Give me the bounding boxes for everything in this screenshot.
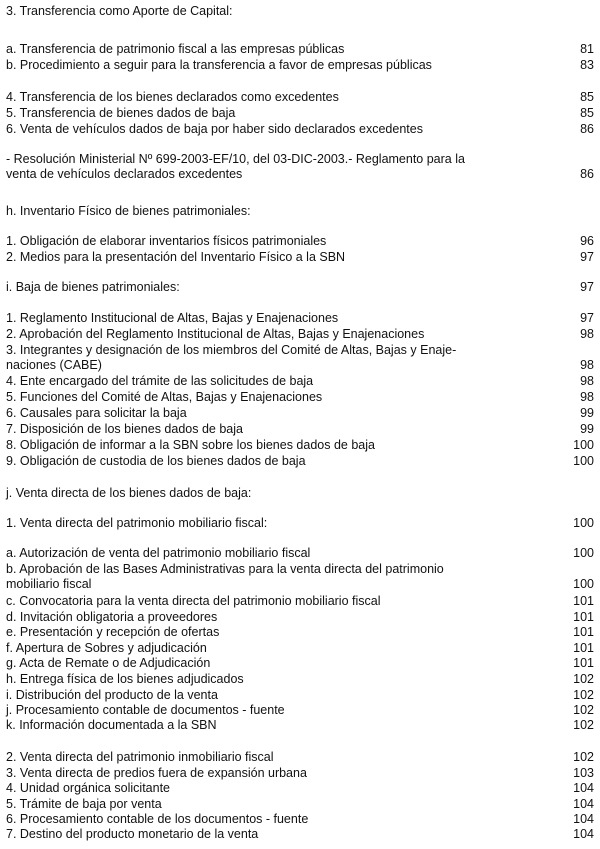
toc-entry-title: 2. Medios para la presentación del Inventario Físico a la SBN <box>6 250 346 264</box>
toc-entry-page: 100 <box>573 516 594 530</box>
toc-entry-page: 98 <box>580 390 594 404</box>
toc-entry <box>6 311 594 326</box>
toc-entry-page: 102 <box>573 718 594 732</box>
toc-entry <box>6 280 594 295</box>
toc-entry <box>6 546 594 561</box>
toc-entry-page: 97 <box>580 250 594 264</box>
toc-entry <box>6 594 594 609</box>
toc-entry <box>6 797 594 812</box>
toc-entry-title: c. Convocatoria para la venta directa del patrimonio mobiliario fiscal <box>6 594 381 608</box>
toc-entry-title: 2. Aprobación del Reglamento Institucional de Altas, Bajas y Enajenaciones <box>6 327 425 341</box>
toc-entry <box>6 718 594 733</box>
toc-entry-title: 2. Venta directa del patrimonio inmobiliario fiscal <box>6 750 274 764</box>
toc-entry <box>6 672 594 687</box>
toc-entry <box>6 106 594 121</box>
toc-entry-title: i. Distribución del producto de la venta <box>6 688 218 702</box>
toc-entry-page: 98 <box>580 327 594 341</box>
toc-entry <box>6 562 594 592</box>
toc-entry-title: e. Presentación y recepción de ofertas <box>6 625 220 639</box>
toc-entry <box>6 422 594 437</box>
toc-entry-page: 83 <box>580 58 594 72</box>
toc-entry-page: 102 <box>573 672 594 686</box>
toc-entry <box>6 781 594 796</box>
toc-entry-title: 4. Transferencia de los bienes declarados como excedentes <box>6 90 339 104</box>
toc-entry-page: 103 <box>573 766 594 780</box>
toc-entry-page: 98 <box>580 358 594 372</box>
toc-entry-page: 104 <box>573 812 594 826</box>
toc-entry-title: 8. Obligación de informar a la SBN sobre los bienes dados de baja <box>6 438 375 452</box>
toc-entry-page: 104 <box>573 781 594 795</box>
toc-entry-page: 101 <box>573 594 594 608</box>
toc-entry-page: 100 <box>573 546 594 560</box>
toc-entry <box>6 152 594 182</box>
toc-entry <box>6 766 594 781</box>
toc-entry-title: 5. Trámite de baja por venta <box>6 797 162 811</box>
toc-entry-page: 85 <box>580 106 594 120</box>
toc-entry-page: 101 <box>573 610 594 624</box>
toc-entry <box>6 406 594 421</box>
toc-entry-title: 6. Causales para solicitar la baja <box>6 406 187 420</box>
toc-entry-title: 4. Ente encargado del trámite de las solicitudes de baja <box>6 374 314 388</box>
toc-entry-title: b. Aprobación de las Bases Administrativas para la venta directa del patrimonio mobiliario fiscal <box>6 562 444 591</box>
toc-entry <box>6 812 594 827</box>
toc-entry <box>6 327 594 342</box>
toc-entry-title: 3. Venta directa de predios fuera de expansión urbana <box>6 766 307 780</box>
toc-entry-title: h. Inventario Físico de bienes patrimoniales: <box>6 204 251 218</box>
toc-entry-page: 99 <box>580 406 594 420</box>
toc-entry <box>6 610 594 625</box>
toc-entry-page: 102 <box>573 750 594 764</box>
toc-entry-title: d. Invitación obligatoria a proveedores <box>6 610 218 624</box>
toc-entry-title: 1. Reglamento Institucional de Altas, Bajas y Enajenaciones <box>6 311 339 325</box>
toc-entry <box>6 250 594 265</box>
toc-entry-title: k. Información documentada a la SBN <box>6 718 217 732</box>
toc-entry-title: 9. Obligación de custodia de los bienes dados de baja <box>6 454 306 468</box>
toc-entry-title: a. Transferencia de patrimonio fiscal a las empresas públicas <box>6 42 345 56</box>
toc-entry <box>6 750 594 765</box>
toc-entry-page: 101 <box>573 625 594 639</box>
toc-entry-title: j. Venta directa de los bienes dados de baja: <box>6 486 252 500</box>
toc-entry-title: 7. Destino del producto monetario de la venta <box>6 827 259 841</box>
toc-entry <box>6 516 594 531</box>
toc-entry <box>6 234 594 249</box>
toc-entry <box>6 4 594 19</box>
toc-entry <box>6 122 594 137</box>
toc-entry-page: 97 <box>580 311 594 325</box>
toc-entry <box>6 641 594 656</box>
toc-entry <box>6 656 594 671</box>
toc-entry-page: 96 <box>580 234 594 248</box>
toc-entry-title: a. Autorización de venta del patrimonio mobiliario fiscal <box>6 546 311 560</box>
toc-entry-title: f. Apertura de Sobres y adjudicación <box>6 641 207 655</box>
toc-entry-page: 104 <box>573 797 594 811</box>
toc-entry-title: i. Baja de bienes patrimoniales: <box>6 280 180 294</box>
toc-entry <box>6 486 594 501</box>
toc-entry-title: h. Entrega física de los bienes adjudicados <box>6 672 244 686</box>
toc-entry-title: 3. Integrantes y designación de los miembros del Comité de Altas, Bajas y Enaje- naciones (CABE) <box>6 343 457 372</box>
toc-entry <box>6 374 594 389</box>
toc-entry-page: 86 <box>580 122 594 136</box>
toc-entry-page: 104 <box>573 827 594 841</box>
toc-entry-page: 102 <box>573 703 594 717</box>
toc-entry-page: 101 <box>573 656 594 670</box>
toc-entry <box>6 827 594 842</box>
toc-entry <box>6 90 594 105</box>
toc-entry-title: 7. Disposición de los bienes dados de baja <box>6 422 243 436</box>
toc-entry-title: 1. Obligación de elaborar inventarios físicos patrimoniales <box>6 234 327 248</box>
toc-entry-title: 4. Unidad orgánica solicitante <box>6 781 170 795</box>
toc-entry-title: b. Procedimiento a seguir para la transferencia a favor de empresas públicas <box>6 58 432 72</box>
toc-entry <box>6 625 594 640</box>
toc-entry <box>6 42 594 57</box>
toc-entry-title: 1. Venta directa del patrimonio mobiliario fiscal: <box>6 516 268 530</box>
toc-entry <box>6 703 594 718</box>
toc-entry <box>6 454 594 469</box>
toc-entry-title: 3. Transferencia como Aporte de Capital: <box>6 4 233 18</box>
toc-entry-page: 100 <box>573 454 594 468</box>
toc-entry-title: 5. Funciones del Comité de Altas, Bajas y Enajenaciones <box>6 390 323 404</box>
toc-entry-title: j. Procesamiento contable de documentos - fuente <box>6 703 285 717</box>
toc-entry-page: 102 <box>573 688 594 702</box>
toc-entry <box>6 438 594 453</box>
toc-entry-title: g. Acta de Remate o de Adjudicación <box>6 656 211 670</box>
toc-entry-title: 5. Transferencia de bienes dados de baja <box>6 106 236 120</box>
toc-entry-page: 101 <box>573 641 594 655</box>
toc-entry <box>6 343 594 373</box>
toc-entry-page: 97 <box>580 280 594 294</box>
toc-entry-page: 85 <box>580 90 594 104</box>
toc-entry-page: 100 <box>573 577 594 591</box>
toc-entry <box>6 58 594 73</box>
toc-entry-title: - Resolución Ministerial Nº 699-2003-EF/10, del 03-DIC-2003.- Reglamento para la venta de vehículos declarados excedentes <box>6 152 465 181</box>
toc-entry-page: 81 <box>580 42 594 56</box>
toc-entry-page: 98 <box>580 374 594 388</box>
toc-entry-page: 99 <box>580 422 594 436</box>
toc-entry <box>6 688 594 703</box>
toc-entry-page: 100 <box>573 438 594 452</box>
toc-entry-title: 6. Procesamiento contable de los documentos - fuente <box>6 812 309 826</box>
toc-entry <box>6 204 594 219</box>
toc-entry-title: 6. Venta de vehículos dados de baja por haber sido declarados excedentes <box>6 122 423 136</box>
toc-entry-page: 86 <box>580 167 594 181</box>
toc-entry <box>6 390 594 405</box>
